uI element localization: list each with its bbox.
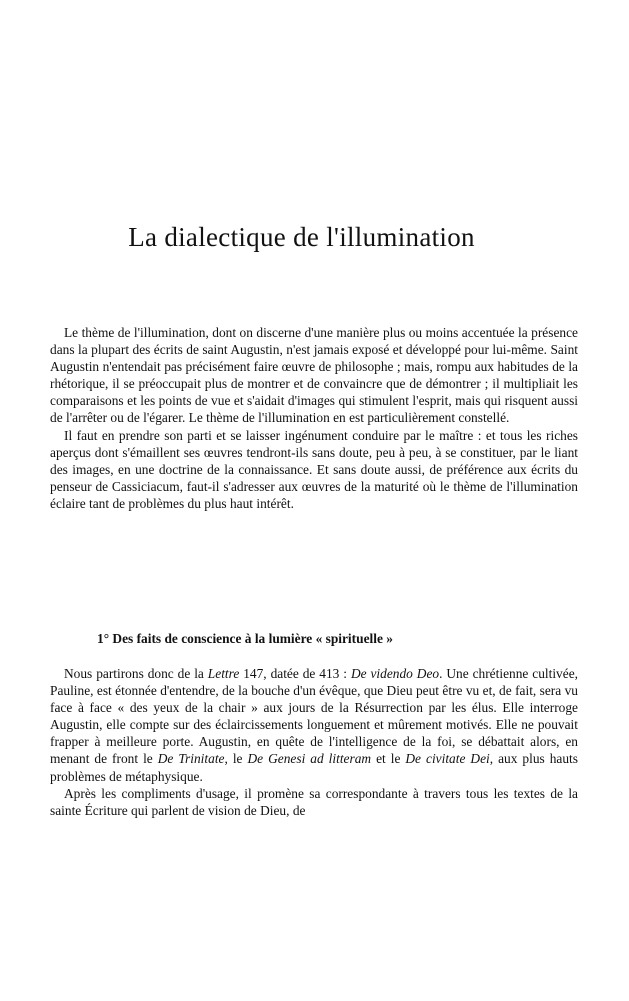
paragraph: Le thème de l'illumination, dont on discerne d'une manière plus ou moins accentuée la présence dans la plupart des écrits de saint Augustin, n'est jamais exposé et développé pour lui-même. Saint Augustin n'entendait pas précisément faire œuvre de philosophe ; mais, rompu aux habitudes de la rhétorique, il se préoccupait plus de montrer et de convaincre que de démontrer ; il multipliait les comparaisons et les points de vue et s'aidait d'images qui stimulent l'esprit, mais qui risquent aussi de l'arrêter ou de l'égarer. Le thème de l'illumination en est particulièrement constellé. <box>50 325 578 426</box>
text-run: 147, datée de 413 : <box>239 666 351 681</box>
work-title: De Trinitate <box>157 751 225 767</box>
chapter-title <box>0 222 629 253</box>
paragraph: Il faut en prendre son parti et se laisser ingénument conduire par le maître : et tous les riches aperçus dont s'émaillent ses œuvres tendront-ils sans doute, peu à peu, à se constituer, par le liant des images, en une doctrine de la connaissance. Et sans doute aussi, de préférence aux écrits du penseur de Cassiciacum, faut-il s'adresser aux œuvres de la maturité où le thème de l'illumination éclaire tant de problèmes du plus haut intérêt. <box>50 427 578 511</box>
work-title: De civitate Dei <box>405 751 490 767</box>
section-heading: 1° Des faits de conscience à la lumière « spirituelle » <box>97 631 393 646</box>
text-run: , aux plus hauts problèmes de métaphysique. <box>50 751 578 784</box>
text-run: et le <box>371 751 406 767</box>
intro-text <box>50 324 578 512</box>
paragraph <box>50 665 578 785</box>
text-run: , le <box>224 751 248 767</box>
paragraph: Après les compliments d'usage, il promène sa correspondante à travers tous les textes de la sainte Écriture qui parlent de vision de Dieu, de <box>50 785 578 818</box>
work-title: De videndo Deo <box>350 666 440 681</box>
chapter-title-text: La dialectique de l'illumination <box>128 222 475 252</box>
work-title: Lettre <box>207 666 240 681</box>
text-run: Nous partirons donc de la <box>64 666 208 681</box>
work-title: De Genesi ad litteram <box>247 751 372 767</box>
section-text <box>50 665 578 819</box>
text-run: . Une chrétienne cultivée, Pauline, est étonnée d'entendre, de la bouche d'un évêque, que Dieu peut être vu et, de fait, sera vu face à face « des yeux de la chair » aux jours de la Résurrection par les élus. Elle interroge Augustin, elle compte sur des éclaircissements longuement et mûrement motivés. Elle ne pouvait frapper à meilleure porte. Augustin, en quête de l'intelligence de la foi, se débattait alors, en menant de front le <box>50 666 578 767</box>
